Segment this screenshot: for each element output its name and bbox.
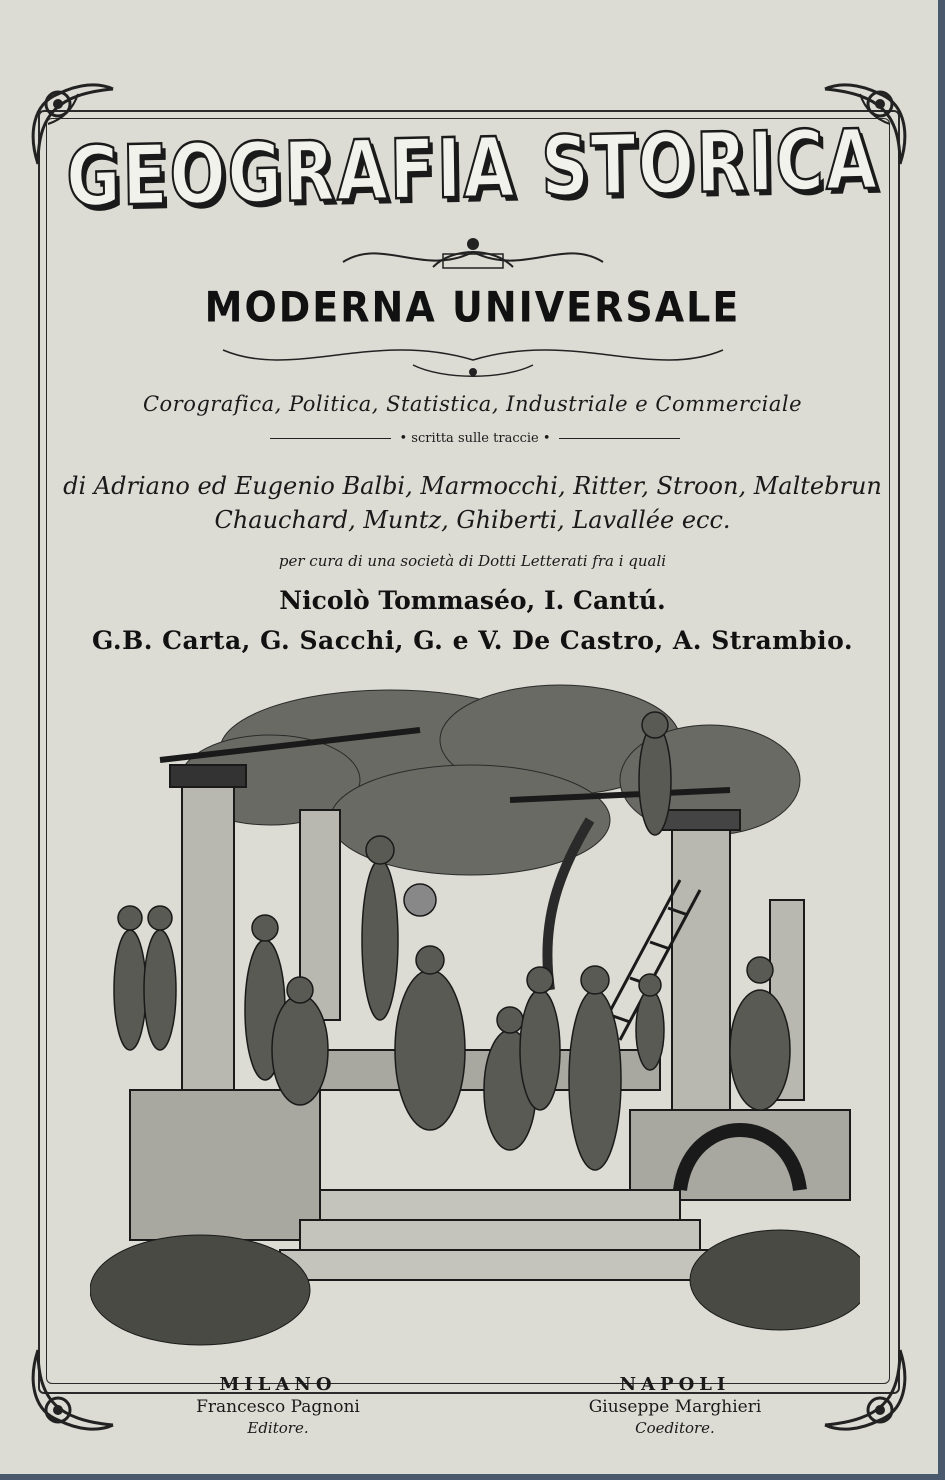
imprint-city: MILANO [219,1374,337,1395]
imprint-role: Coeditore. [635,1419,715,1437]
per-cura-line: per cura di una società di Dotti Letterati fra i quali [278,552,667,570]
imprint-milano [148,1374,408,1437]
imprint-role: Editore. [247,1419,309,1437]
editors-line-1: Nicolò Tommaséo, I. Cantú. [279,586,666,615]
subtitle-flourish-icon [0,330,945,380]
rule-divider [270,428,680,448]
title-flourish-icon [0,232,945,282]
authors-line-2: Chauchard, Muntz, Ghiberti, Lavallée ecc. [214,506,731,534]
imprint-publisher: Francesco Pagnoni [196,1397,360,1417]
main-title: GEOGRAFIA STORICA [65,111,880,226]
editors-line-2: G.B. Carta, G. Sacchi, G. e V. De Castro, A. Strambio. [91,626,854,655]
authors-line-1: di Adriano ed Eugenio Balbi, Marmocchi, Ritter, Stroon, Maltebrun [63,472,882,500]
subtitle-description: Corografica, Politica, Statistica, Industriale e Commerciale [142,392,803,416]
engraving-illustration [90,670,860,1390]
imprint-city: NAPOLI [619,1374,731,1395]
subtitle-heading: MODERNA UNIVERSALE [204,282,741,332]
imprint-napoli [545,1374,805,1437]
imprint-publisher: Giuseppe Marghieri [588,1397,762,1417]
rule-text: • scritta sulle traccie • [399,430,551,446]
